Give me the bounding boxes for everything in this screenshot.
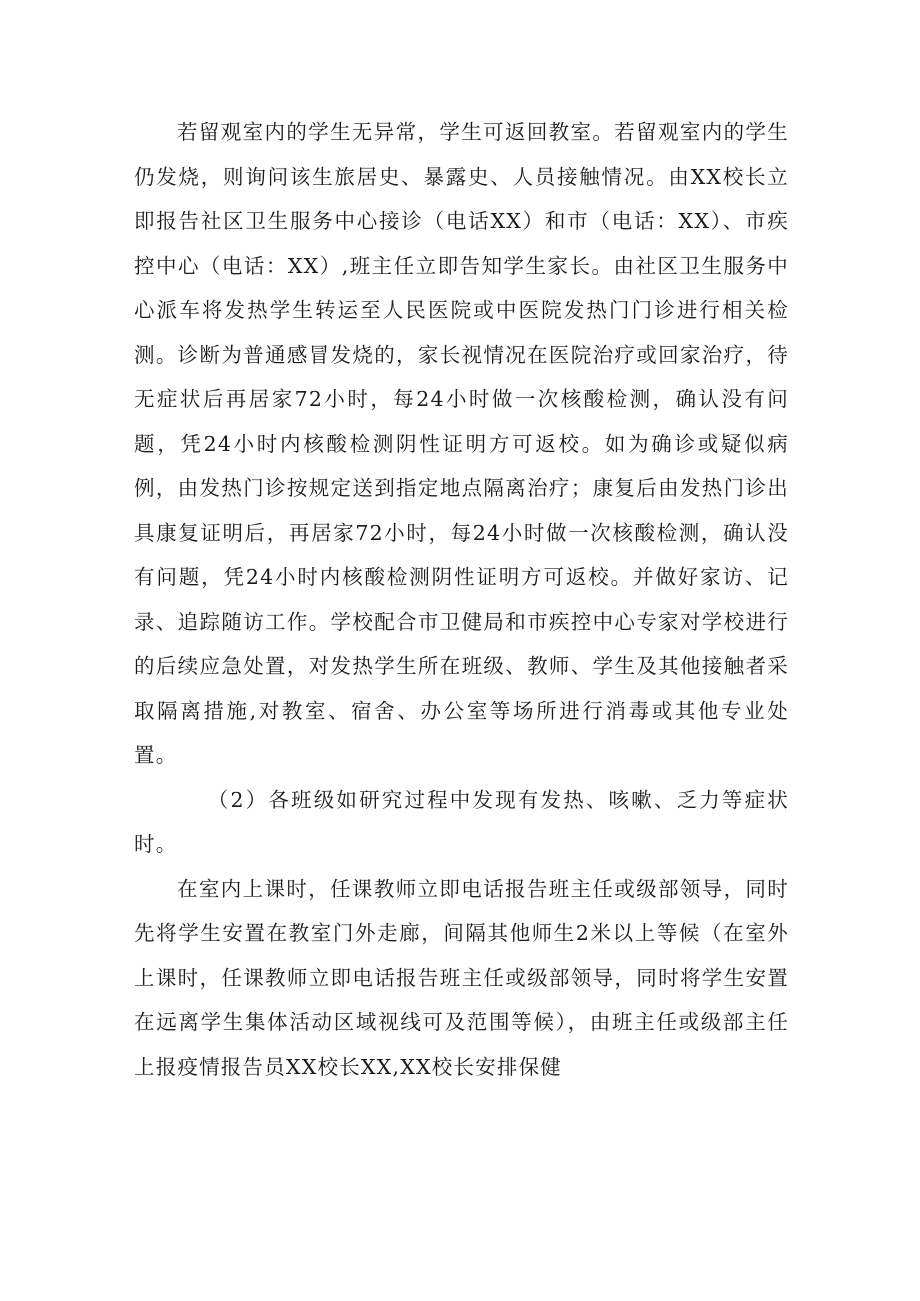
- document-body: [134, 110, 789, 1089]
- paragraph-indoor-class-procedure: 在室内上课时，任课教师立即电话报告班主任或级部领导，同时先将学生安置在教室门外走廊，间隔其他师生2米以上等候（在室外上课时，任课教师立即电话报告班主任或级部领导，同时将学生安置在远离学生集体活动区域视线可及范围等候），由班主任或级部主任上报疫情报告员XX校长XX,XX校长安排保健: [134, 876, 789, 1079]
- paragraph-student-fever-procedure: 若留观室内的学生无异常，学生可返回教室。若留观室内的学生仍发烧，则询问该生旅居史、暴露史、人员接触情况。由XX校长立即报告社区卫生服务中心接诊（电话XX）和市（电话：XX）、市疾控中心（电话：XX）,班主任立即告知学生家长。由社区卫生服务中心派车将发热学生转运至人民医院或中医院发热门门诊进行相关检测。诊断为普通感冒发烧的，家长视情况在医院治疗或回家治疗，待无症状后再居家72小时，每24小时做一次核酸检测，确认没有问题，凭24小时内核酸检测阴性证明方可返校。如为确诊或疑似病例，由发热门诊按规定送到指定地点隔离治疗；康复后由发热门诊出具康复证明后，再居家72小时，每24小时做一次核酸检测，确认没有问题，凭24小时内核酸检测阴性证明方可返校。并做好家访、记录、追踪随访工作。学校配合市卫健局和市疾控中心专家对学校进行的后续应急处置，对发热学生所在班级、教师、学生及其他接触者采取隔离措施,对教室、宿舍、办公室等场所进行消毒或其他专业处置。: [134, 120, 789, 767]
- paragraph-item-2-class-symptoms: （2）各班级如研究过程中发现有发热、咳嗽、乏力等症状时。: [134, 787, 789, 856]
